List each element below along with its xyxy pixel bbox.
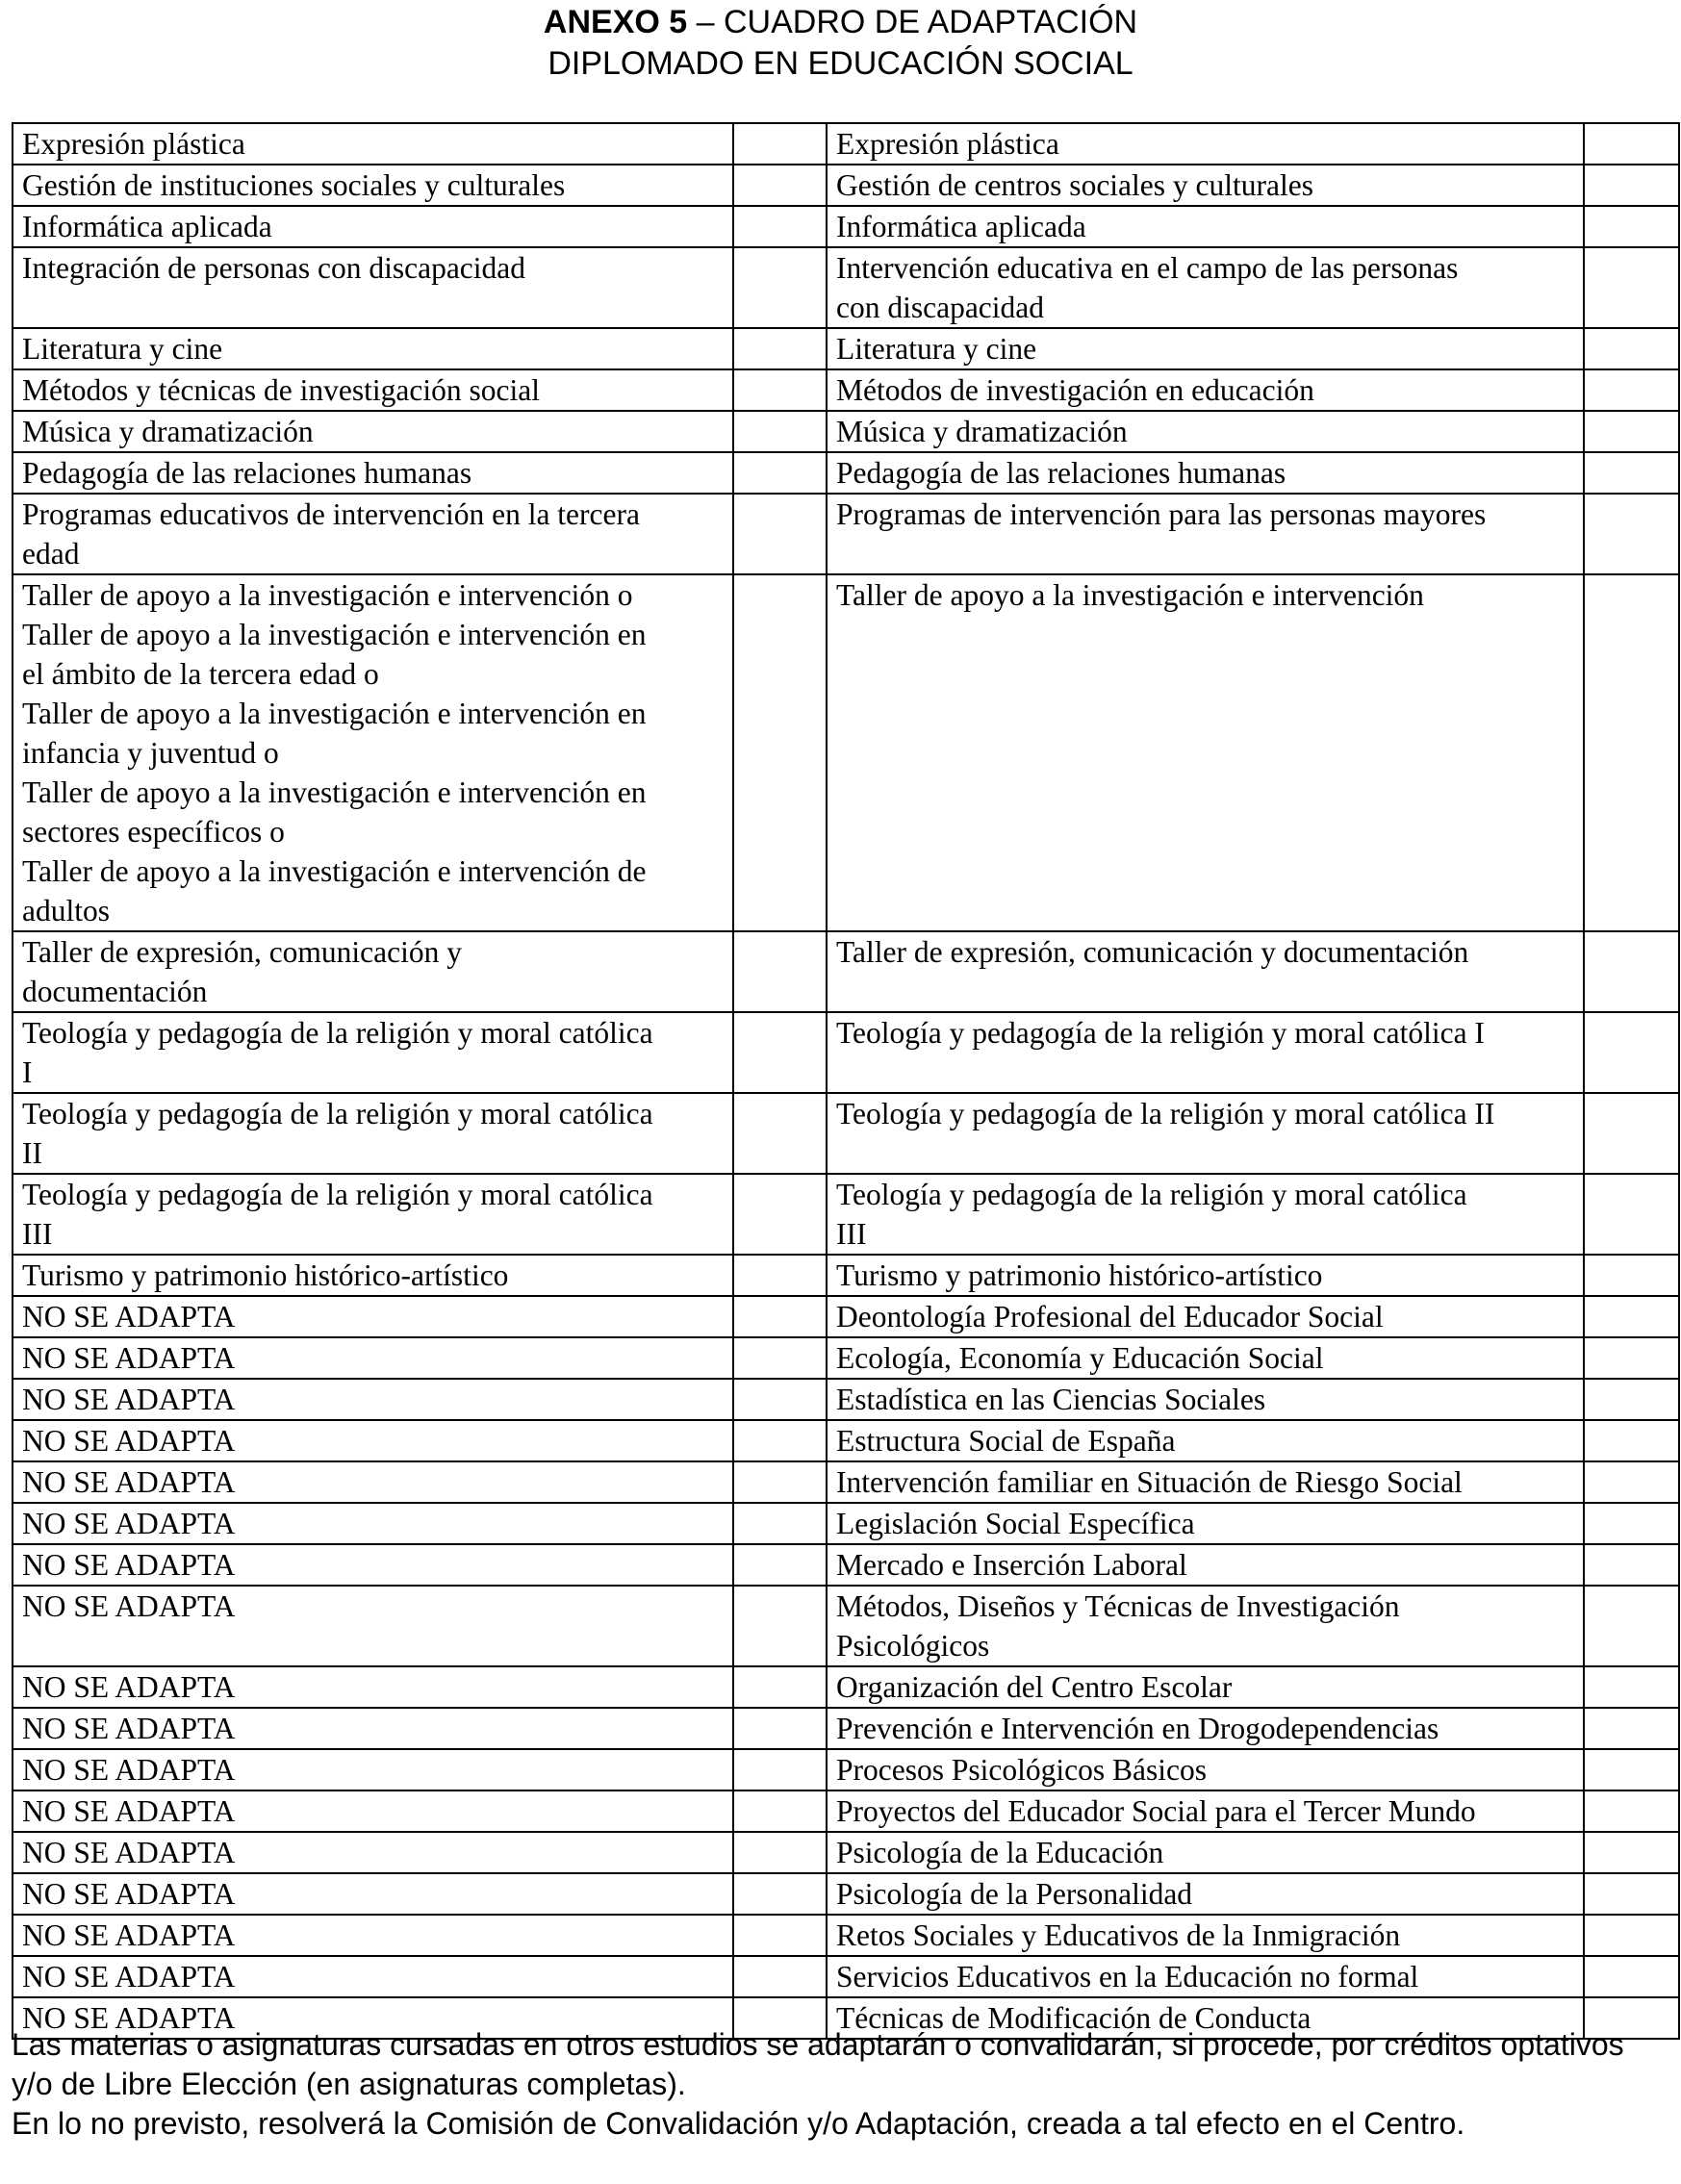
target-blank-cell [1584,1461,1679,1503]
target-subject-cell [827,1708,1584,1749]
origin-subject-cell [13,1337,733,1379]
origin-subject-cell-line: NO SE ADAPTA [22,1507,236,1540]
origin-subject-cell-line: Taller de apoyo a la investigación e intervención o [22,578,633,612]
target-blank-cell [1584,1749,1679,1790]
table-row [13,1093,1679,1174]
origin-subject-cell-line: NO SE ADAPTA [22,1383,236,1416]
origin-blank-cell [733,1379,827,1420]
target-blank-cell [1584,1379,1679,1420]
target-subject-cell-line: Métodos, Diseños y Técnicas de Investigación [836,1589,1400,1623]
target-subject-cell-line: Psicología de la Personalidad [836,1877,1193,1911]
origin-subject-cell [13,1255,733,1296]
target-blank-cell [1584,411,1679,452]
target-blank-cell [1584,1666,1679,1708]
target-subject-cell [827,1093,1584,1174]
origin-subject-cell [13,1012,733,1093]
target-subject-cell [827,206,1584,247]
origin-blank-cell [733,574,827,931]
target-subject-cell [827,1915,1584,1956]
origin-subject-cell-line: el ámbito de la tercera edad o [22,657,379,691]
table-row [13,574,1679,931]
table-row [13,1255,1679,1296]
origin-blank-cell [733,165,827,206]
origin-subject-cell-line: NO SE ADAPTA [22,1589,236,1623]
origin-subject-cell-line: documentación [22,975,208,1008]
origin-subject-cell [13,1666,733,1708]
target-subject-cell-line: Pedagogía de las relaciones humanas [836,456,1286,490]
table-row [13,1666,1679,1708]
origin-subject-cell-line: I [22,1055,33,1089]
anexo-label: ANEXO 5 [543,4,688,40]
target-subject-cell [827,1012,1584,1093]
target-subject-cell-line: Técnicas de Modificación de Conducta [836,2001,1312,2035]
target-subject-cell [827,1790,1584,1832]
target-subject-cell [827,1296,1584,1337]
origin-subject-cell-line: Turismo y patrimonio histórico-artístico [22,1258,509,1292]
target-subject-cell-line: Programas de intervención para las personas mayores [836,497,1487,531]
origin-subject-cell [13,165,733,206]
origin-subject-cell [13,1832,733,1873]
origin-subject-cell-line: Expresión plástica [22,127,245,161]
origin-subject-cell-line: Gestión de instituciones sociales y culturales [22,168,566,202]
adaptation-table-body [13,123,1679,2039]
target-subject-cell-line: III [836,1217,867,1251]
origin-subject-cell-line: Integración de personas con discapacidad [22,251,526,285]
target-blank-cell [1584,452,1679,494]
origin-subject-cell-line: NO SE ADAPTA [22,1712,236,1745]
target-subject-cell-line: Estadística en las Ciencias Sociales [836,1383,1266,1416]
table-row [13,1012,1679,1093]
target-subject-cell-line: Ecología, Economía y Educación Social [836,1341,1324,1375]
target-blank-cell [1584,1873,1679,1915]
footnote-1: Las materias o asignaturas cursadas en otros estudios se adaptarán o convalidarán, si procede, por créditos optativos y/o de Libre Elección (en asignaturas completas). [12,2027,1624,2101]
origin-blank-cell [733,1749,827,1790]
origin-blank-cell [733,452,827,494]
origin-blank-cell [733,1832,827,1873]
target-subject-cell-line: Teología y pedagogía de la religión y moral católica II [836,1097,1495,1130]
origin-subject-cell-line: NO SE ADAPTA [22,1918,236,1952]
origin-subject-cell-line: Taller de apoyo a la investigación e intervención en [22,775,647,809]
document-subtitle: DIPLOMADO EN EDUCACIÓN SOCIAL [548,45,1133,82]
origin-subject-cell-line: Taller de apoyo a la investigación e intervención de [22,854,647,888]
origin-subject-cell [13,1174,733,1255]
origin-blank-cell [733,247,827,328]
origin-subject-cell-line: Literatura y cine [22,332,223,366]
origin-subject-cell-line: NO SE ADAPTA [22,1877,236,1911]
target-subject-cell-line: Deontología Profesional del Educador Social [836,1300,1384,1333]
target-subject-cell-line: con discapacidad [836,291,1045,324]
origin-subject-cell-line: NO SE ADAPTA [22,1465,236,1499]
target-subject-cell-line: Música y dramatización [836,415,1128,448]
origin-blank-cell [733,1708,827,1749]
origin-subject-cell [13,1544,733,1586]
origin-subject-cell [13,328,733,369]
origin-subject-cell-line: NO SE ADAPTA [22,1341,236,1375]
target-blank-cell [1584,369,1679,411]
table-row [13,1544,1679,1586]
origin-subject-cell-line: Informática aplicada [22,210,272,243]
origin-blank-cell [733,1461,827,1503]
table-row [13,1296,1679,1337]
title-text: CUADRO DE ADAPTACIÓN [723,4,1138,40]
footnote-2: En lo no previsto, resolverá la Comisión de Convalidación y/o Adaptación, creada a tal efecto en el Centro. [12,2106,1465,2141]
table-row [13,452,1679,494]
origin-subject-cell-line: NO SE ADAPTA [22,1960,236,1994]
table-row [13,494,1679,574]
table-row [13,1503,1679,1544]
target-blank-cell [1584,165,1679,206]
target-subject-cell [827,1420,1584,1461]
table-row [13,1461,1679,1503]
target-subject-cell-line: Prevención e Intervención en Drogodependencias [836,1712,1439,1745]
origin-subject-cell [13,574,733,931]
target-subject-cell [827,1255,1584,1296]
origin-blank-cell [733,1873,827,1915]
table-row [13,1915,1679,1956]
origin-subject-cell-line: NO SE ADAPTA [22,1753,236,1787]
origin-subject-cell [13,1790,733,1832]
target-blank-cell [1584,1296,1679,1337]
origin-subject-cell-line: NO SE ADAPTA [22,1300,236,1333]
target-subject-cell [827,1586,1584,1666]
target-blank-cell [1584,1337,1679,1379]
origin-subject-cell [13,1708,733,1749]
origin-blank-cell [733,369,827,411]
origin-blank-cell [733,1255,827,1296]
table-row [13,123,1679,165]
table-row [13,1790,1679,1832]
origin-subject-cell [13,1873,733,1915]
origin-subject-cell [13,1379,733,1420]
target-blank-cell [1584,1956,1679,1997]
target-blank-cell [1584,1255,1679,1296]
target-blank-cell [1584,1832,1679,1873]
origin-subject-cell-line: NO SE ADAPTA [22,1670,236,1704]
table-row [13,931,1679,1012]
target-subject-cell [827,1174,1584,1255]
target-subject-cell-line: Mercado e Inserción Laboral [836,1548,1187,1582]
target-blank-cell [1584,574,1679,931]
origin-blank-cell [733,206,827,247]
origin-subject-cell-line: Teología y pedagogía de la religión y moral católica [22,1178,653,1211]
origin-subject-cell-line: edad [22,537,80,571]
target-subject-cell-line: Teología y pedagogía de la religión y moral católica [836,1178,1467,1211]
origin-subject-cell-line: Pedagogía de las relaciones humanas [22,456,472,490]
origin-subject-cell-line: NO SE ADAPTA [22,1794,236,1828]
target-blank-cell [1584,931,1679,1012]
origin-blank-cell [733,1503,827,1544]
target-subject-cell-line: Legislación Social Específica [836,1507,1195,1540]
origin-blank-cell [733,494,827,574]
table-row [13,1708,1679,1749]
target-subject-cell-line: Servicios Educativos en la Educación no formal [836,1960,1419,1994]
table-row [13,1337,1679,1379]
table-row [13,1749,1679,1790]
target-subject-cell-line: Psicológicos [836,1629,990,1663]
target-blank-cell [1584,1708,1679,1749]
origin-blank-cell [733,1544,827,1586]
target-subject-cell [827,1544,1584,1586]
target-subject-cell [827,494,1584,574]
target-subject-cell [827,1503,1584,1544]
target-subject-cell-line: Psicología de la Educación [836,1836,1164,1869]
origin-subject-cell [13,206,733,247]
origin-subject-cell-line: NO SE ADAPTA [22,1836,236,1869]
table-row [13,369,1679,411]
origin-blank-cell [733,1586,827,1666]
target-subject-cell-line: Métodos de investigación en educación [836,373,1314,407]
target-subject-cell [827,123,1584,165]
target-subject-cell [827,165,1584,206]
target-subject-cell-line: Estructura Social de España [836,1424,1176,1458]
table-row [13,1379,1679,1420]
target-subject-cell-line: Turismo y patrimonio histórico-artístico [836,1258,1323,1292]
target-subject-cell-line: Intervención educativa en el campo de las personas [836,251,1459,285]
target-subject-cell-line: Expresión plástica [836,127,1059,161]
origin-subject-cell [13,411,733,452]
target-blank-cell [1584,494,1679,574]
target-subject-cell-line: Taller de expresión, comunicación y documentación [836,935,1469,969]
table-row [13,1586,1679,1666]
origin-blank-cell [733,328,827,369]
target-blank-cell [1584,123,1679,165]
origin-subject-cell-line: Música y dramatización [22,415,314,448]
target-subject-cell-line: Retos Sociales y Educativos de la Inmigración [836,1918,1401,1952]
target-subject-cell [827,369,1584,411]
target-subject-cell [827,574,1584,931]
target-subject-cell [827,452,1584,494]
origin-subject-cell-line: infancia y juventud o [22,736,279,770]
table-row [13,165,1679,206]
title-line-1 [0,2,1681,43]
target-subject-cell-line: Intervención familiar en Situación de Riesgo Social [836,1465,1463,1499]
target-blank-cell [1584,206,1679,247]
origin-blank-cell [733,931,827,1012]
target-subject-cell-line: Proyectos del Educador Social para el Tercer Mundo [836,1794,1476,1828]
origin-subject-cell [13,247,733,328]
origin-subject-cell-line: Taller de expresión, comunicación y [22,935,462,969]
origin-subject-cell [13,123,733,165]
origin-subject-cell-line: Taller de apoyo a la investigación e intervención en [22,618,647,651]
origin-subject-cell [13,1749,733,1790]
origin-subject-cell-line: Teología y pedagogía de la religión y moral católica [22,1097,653,1130]
table-row [13,1832,1679,1873]
target-blank-cell [1584,1544,1679,1586]
origin-subject-cell [13,452,733,494]
adaptation-table [12,122,1680,2040]
table-row [13,1956,1679,1997]
origin-subject-cell [13,369,733,411]
target-blank-cell [1584,1012,1679,1093]
origin-subject-cell-line: II [22,1136,42,1170]
origin-subject-cell [13,1915,733,1956]
origin-blank-cell [733,123,827,165]
target-subject-cell [827,1749,1584,1790]
target-subject-cell [827,931,1584,1012]
target-blank-cell [1584,1586,1679,1666]
target-blank-cell [1584,1915,1679,1956]
origin-subject-cell-line: Taller de apoyo a la investigación e intervención en [22,697,647,730]
target-blank-cell [1584,1503,1679,1544]
origin-blank-cell [733,1790,827,1832]
target-subject-cell [827,1956,1584,1997]
origin-subject-cell-line: NO SE ADAPTA [22,1548,236,1582]
target-subject-cell [827,1666,1584,1708]
table-row [13,1873,1679,1915]
origin-subject-cell [13,931,733,1012]
origin-blank-cell [733,1093,827,1174]
origin-subject-cell [13,1093,733,1174]
origin-subject-cell [13,1420,733,1461]
table-row [13,1420,1679,1461]
origin-subject-cell-line: Programas educativos de intervención en la tercera [22,497,640,531]
target-subject-cell-line: Taller de apoyo a la investigación e intervención [836,578,1424,612]
table-row [13,328,1679,369]
target-subject-cell [827,1337,1584,1379]
target-blank-cell [1584,1093,1679,1174]
origin-subject-cell [13,1503,733,1544]
origin-blank-cell [733,1174,827,1255]
target-subject-cell-line: Literatura y cine [836,332,1037,366]
origin-blank-cell [733,1956,827,1997]
target-blank-cell [1584,328,1679,369]
origin-blank-cell [733,1420,827,1461]
target-subject-cell-line: Teología y pedagogía de la religión y moral católica I [836,1016,1485,1050]
target-subject-cell-line: Procesos Psicológicos Básicos [836,1753,1207,1787]
origin-blank-cell [733,1666,827,1708]
target-subject-cell [827,1461,1584,1503]
target-subject-cell [827,1873,1584,1915]
target-blank-cell [1584,1420,1679,1461]
target-subject-cell [827,247,1584,328]
target-blank-cell [1584,1790,1679,1832]
document-title [0,2,1681,85]
target-subject-cell [827,328,1584,369]
origin-subject-cell-line: Teología y pedagogía de la religión y moral católica [22,1016,653,1050]
table-row [13,247,1679,328]
title-dash: – [687,4,724,40]
origin-subject-cell [13,494,733,574]
origin-subject-cell [13,1956,733,1997]
origin-subject-cell-line: III [22,1217,53,1251]
origin-subject-cell-line: Métodos y técnicas de investigación social [22,373,540,407]
table-row [13,1174,1679,1255]
target-blank-cell [1584,247,1679,328]
target-subject-cell-line: Informática aplicada [836,210,1086,243]
origin-blank-cell [733,411,827,452]
origin-blank-cell [733,1337,827,1379]
origin-subject-cell [13,1461,733,1503]
target-subject-cell-line: Gestión de centros sociales y culturales [836,168,1313,202]
origin-subject-cell-line: NO SE ADAPTA [22,1424,236,1458]
target-blank-cell [1584,1174,1679,1255]
target-subject-cell-line: Organización del Centro Escolar [836,1670,1233,1704]
origin-subject-cell [13,1586,733,1666]
origin-subject-cell-line: adultos [22,894,110,927]
table-row [13,206,1679,247]
origin-blank-cell [733,1915,827,1956]
origin-blank-cell [733,1296,827,1337]
target-subject-cell [827,1832,1584,1873]
footnotes [12,2025,1671,2144]
target-subject-cell [827,411,1584,452]
origin-blank-cell [733,1012,827,1093]
origin-subject-cell-line: sectores específicos o [22,815,285,849]
target-subject-cell [827,1379,1584,1420]
origin-subject-cell-line: NO SE ADAPTA [22,2001,236,2035]
table-row [13,411,1679,452]
origin-subject-cell [13,1296,733,1337]
